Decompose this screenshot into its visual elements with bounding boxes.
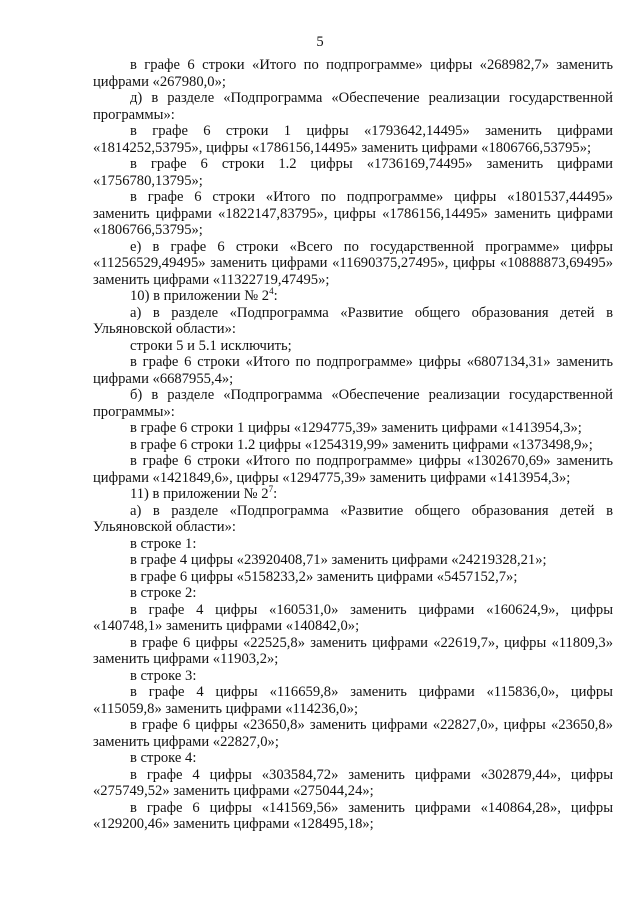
paragraph xyxy=(93,668,613,685)
paragraph xyxy=(93,635,613,668)
paragraph xyxy=(93,288,613,305)
paragraph-suffix: : xyxy=(273,486,278,502)
paragraph xyxy=(93,338,613,355)
paragraph-text: в графе 6 цифры «23650,8» заменить цифрами «22827,0», цифры «23650,8» заменить цифрами «22827,0»; xyxy=(93,717,613,750)
paragraph-text: 11) в приложении № 2 xyxy=(130,486,269,502)
paragraph-text: в графе 4 цифры «23920408,71» заменить цифрами «24219328,21»; xyxy=(130,552,547,568)
paragraph-text: в графе 6 строки 1.2 цифры «1254319,99» заменить цифрами «1373498,9»; xyxy=(130,436,593,453)
paragraph xyxy=(93,305,613,338)
paragraph-text: 10) в приложении № 2 xyxy=(130,288,270,304)
paragraph xyxy=(93,354,613,387)
paragraph xyxy=(93,156,613,189)
paragraph-text: в графе 4 цифры «160531,0» заменить цифрами «160624,9», цифры «140748,1» заменить цифрами «140842,0»; xyxy=(93,601,613,634)
paragraph-text: в графе 4 цифры «116659,8» заменить цифрами «115836,0», цифры «115059,8» заменить цифрами «114236,0»; xyxy=(93,684,613,717)
paragraph-text: в строке 4: xyxy=(130,750,197,766)
paragraph xyxy=(93,717,613,750)
paragraph xyxy=(93,420,613,437)
paragraph xyxy=(93,602,613,635)
paragraph-text: в графе 6 строки 1.2 цифры «1736169,74495» заменить цифрами «1756780,13795»; xyxy=(93,156,613,189)
paragraph-text: в строке 1: xyxy=(130,535,197,552)
paragraph xyxy=(93,123,613,156)
paragraph xyxy=(93,684,613,717)
paragraph-text: б) в разделе «Подпрограмма «Обеспечение реализации государственной программы»: xyxy=(93,387,613,420)
paragraph-text: в графе 6 цифры «22525,8» заменить цифрами «22619,7», цифры «11809,3» заменить цифрами «11903,2»; xyxy=(93,634,613,667)
paragraph xyxy=(93,585,613,602)
paragraph xyxy=(93,239,613,289)
document-body xyxy=(93,57,613,833)
paragraph-text: а) в разделе «Подпрограмма «Развитие общего образования детей в Ульяновской области»: xyxy=(93,502,613,535)
paragraph xyxy=(93,503,613,536)
paragraph-text: в графе 6 цифры «141569,56» заменить цифрами «140864,28», цифры «129200,46» заменить цифрами «128495,18»; xyxy=(93,799,613,832)
paragraph-text: а) в разделе «Подпрограмма «Развитие общего образования детей в Ульяновской области»: xyxy=(93,304,613,337)
paragraph-text: в графе 6 цифры «5158233,2» заменить цифрами «5457152,7»; xyxy=(130,568,518,585)
paragraph xyxy=(93,57,613,90)
paragraph xyxy=(93,552,613,569)
paragraph xyxy=(93,486,613,503)
paragraph xyxy=(93,536,613,553)
paragraph xyxy=(93,437,613,454)
paragraph xyxy=(93,767,613,800)
paragraph-text: в строке 3: xyxy=(130,667,197,684)
paragraph-text: в графе 6 строки «Итого по подпрограмме» цифры «268982,7» заменить цифрами «267980,0»; xyxy=(93,57,613,90)
paragraph xyxy=(93,569,613,586)
paragraph-text: в графе 6 строки «Итого по подпрограмме» цифры «1801537,44495» заменить цифрами «1822147,83795», цифры «1786156,14495» заменить цифрами «1806766,53795»; xyxy=(93,189,613,238)
paragraph-text: д) в разделе «Подпрограмма «Обеспечение реализации государственной программы»: xyxy=(93,90,613,123)
superscript: 7 xyxy=(268,484,274,494)
page-number: 5 xyxy=(316,34,324,50)
paragraph xyxy=(93,750,613,767)
paragraph-text: в графе 6 строки 1 цифры «1294775,39» заменить цифрами «1413954,3»; xyxy=(130,420,582,436)
paragraph-text: е) в графе 6 строки «Всего по государственной программе» цифры «11256529,49495» заменить цифрами «11690375,27495», цифры «10888873,69495» заменить цифрами «11322719,47495»; xyxy=(93,238,613,288)
paragraph xyxy=(93,387,613,420)
paragraph-text: в графе 6 строки «Итого по подпрограмме» цифры «1302670,69» заменить цифрами «1421849,6», цифры «1294775,39» заменить цифрами «1413954,3»; xyxy=(93,453,613,486)
paragraph xyxy=(93,189,613,239)
paragraph-text: в строке 2: xyxy=(130,585,197,601)
paragraph-text: в графе 6 строки «Итого по подпрограмме» цифры «6807134,31» заменить цифрами «6687955,4»; xyxy=(93,354,613,387)
paragraph-suffix: : xyxy=(273,288,278,304)
paragraph xyxy=(93,90,613,123)
paragraph xyxy=(93,800,613,833)
superscript: 4 xyxy=(269,286,274,296)
paragraph-text: в графе 6 строки 1 цифры «1793642,14495» заменить цифрами «1814252,53795», цифры «1786156,14495» заменить цифрами «1806766,53795»; xyxy=(93,123,613,156)
paragraph-text: в графе 4 цифры «303584,72» заменить цифрами «302879,44», цифры «275749,52» заменить цифрами «275044,24»; xyxy=(93,766,613,799)
paragraph-text: строки 5 и 5.1 исключить; xyxy=(130,337,292,354)
paragraph xyxy=(93,453,613,486)
